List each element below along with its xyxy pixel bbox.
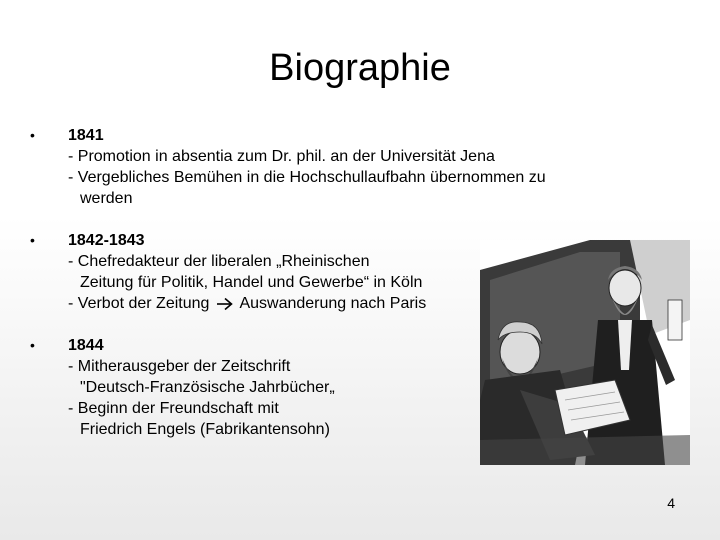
engraving-illustration — [480, 240, 690, 465]
bullet-body — [68, 335, 335, 440]
bullet-line: Zeitung für Politik, Handel und Gewerbe“ in Köln — [80, 274, 423, 291]
right-arrow-icon — [216, 297, 234, 311]
engraving-photo — [480, 240, 690, 465]
bullet-line: "Deutsch-Französische Jahrbücher„ — [80, 379, 335, 396]
bullet-line: - Chefredakteur der liberalen „Rheinischen — [68, 253, 370, 270]
bullet-marker: • — [30, 337, 35, 353]
bullet-line-part: Auswanderung nach Paris — [239, 295, 427, 312]
bullet-line-with-arrow — [68, 293, 426, 314]
bullet-line-part: - Verbot der Zeitung — [68, 295, 210, 312]
bullet-line: werden — [80, 190, 133, 207]
bullet-year: 1842-1843 — [68, 232, 145, 249]
bullet-body — [68, 230, 426, 314]
bullet-marker: • — [30, 232, 35, 248]
bullet-line: - Promotion in absentia zum Dr. phil. an der Universität Jena — [68, 148, 495, 165]
page-number: 4 — [667, 495, 675, 511]
bullet-line: - Vergebliches Bemühen in die Hochschullaufbahn übernommen zu — [68, 169, 546, 186]
bullet-body — [68, 125, 546, 209]
bullet-year: 1844 — [68, 337, 104, 354]
slide-title: Biographie — [269, 47, 451, 89]
bullet-year: 1841 — [68, 127, 104, 144]
bullet-marker: • — [30, 127, 35, 143]
bullet-line: - Mitherausgeber der Zeitschrift — [68, 358, 291, 375]
bullet-line: Friedrich Engels (Fabrikantensohn) — [80, 421, 330, 438]
bullet-line: - Beginn der Freundschaft mit — [68, 400, 279, 417]
